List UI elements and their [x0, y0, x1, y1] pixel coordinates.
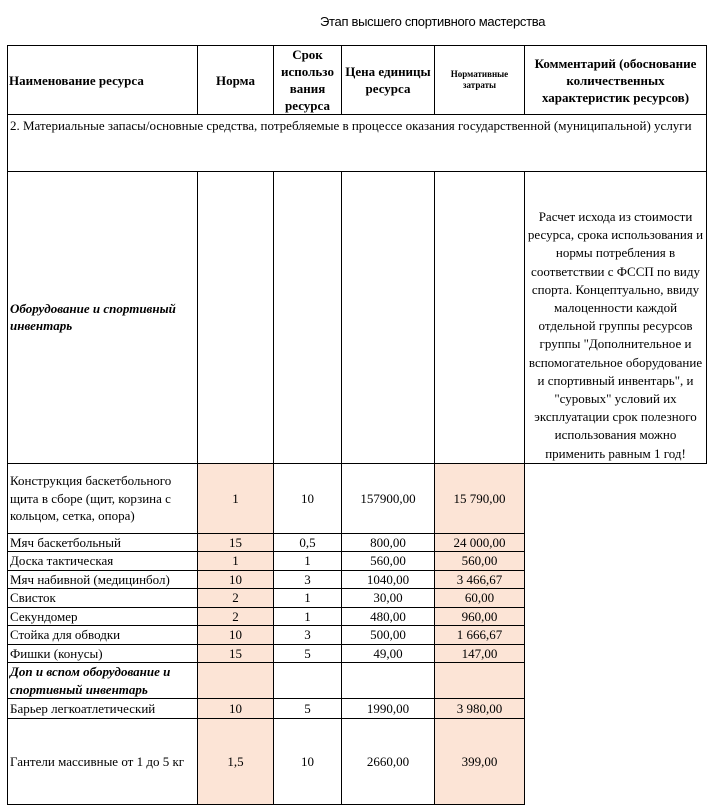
- table-row: [8, 719, 707, 805]
- cell-name: Стойка для обводки: [8, 626, 198, 645]
- cell-cost: 1 666,67: [435, 626, 525, 645]
- cell-srok: 1: [274, 552, 342, 571]
- cell-cost: 60,00: [435, 589, 525, 608]
- header-comment: Комментарий (обоснование количественных характеристик ресурсов): [525, 46, 707, 115]
- cell-name: Секундомер: [8, 607, 198, 626]
- cell-norma: 15: [198, 533, 274, 552]
- cell-cost: 960,00: [435, 607, 525, 626]
- cell-name: Гантели массивные от 1 до 5 кг: [8, 719, 198, 805]
- cell-srok: 10: [274, 463, 342, 533]
- header-price: Цена единицы ресурса: [342, 46, 435, 115]
- table-row: [8, 626, 707, 645]
- table-row: [8, 699, 707, 719]
- cell-name: Доска тактическая: [8, 552, 198, 571]
- cell-srok: 0,5: [274, 533, 342, 552]
- cell-price: 2660,00: [342, 719, 435, 805]
- cell-norma: 10: [198, 699, 274, 719]
- header-norma: Норма: [198, 46, 274, 115]
- cell-name: Барьер легкоатлетический: [8, 699, 198, 719]
- cell-norma: 10: [198, 626, 274, 645]
- cell-price: 560,00: [342, 552, 435, 571]
- stage-title: Этап высшего спортивного мастерства: [320, 14, 546, 29]
- cell-norma: 1,5: [198, 719, 274, 805]
- cell-cost: 560,00: [435, 552, 525, 571]
- cell-cost: 24 000,00: [435, 533, 525, 552]
- cell-price: 800,00: [342, 533, 435, 552]
- cell-srok: 3: [274, 626, 342, 645]
- table-row: [8, 589, 707, 608]
- cell-price: 480,00: [342, 607, 435, 626]
- table-row: [8, 607, 707, 626]
- cell-norma: 10: [198, 570, 274, 589]
- comment-cell: Расчет исхода из стоимости ресурса, срока использования и нормы потребления в соответствии с ФССП по виду спорта. Концептуально, ввиду малоценности каждой отдельной группы ресурсов группы "Дополнительное и вспомогательное оборудование и спортивный инвентарь", и "суровых" условий их эксплуатации срок полезного использования можно применить равным 1 год!: [525, 172, 707, 464]
- cell-name: Фишки (конусы): [8, 644, 198, 663]
- cell-srok: 10: [274, 719, 342, 805]
- cell-srok: 1: [274, 589, 342, 608]
- cell-price: 157900,00: [342, 463, 435, 533]
- group-row: [8, 172, 707, 464]
- cell-cost: 3 466,67: [435, 570, 525, 589]
- group-title: Оборудование и спортивный инвентарь: [8, 172, 198, 464]
- cell-price: 30,00: [342, 589, 435, 608]
- header-row: [8, 46, 707, 115]
- cell-name: Свисток: [8, 589, 198, 608]
- table-row: [8, 570, 707, 589]
- header-srok: Срок использо вания ресурса: [274, 46, 342, 115]
- resource-table: [7, 45, 707, 805]
- cell-cost: 399,00: [435, 719, 525, 805]
- section-title: 2. Материальные запасы/основные средства, потребляемые в процессе оказания государственной (муниципальной) услуги: [8, 115, 707, 172]
- cell-name: Мяч баскетбольный: [8, 533, 198, 552]
- table-row: [8, 533, 707, 552]
- table-row: [8, 463, 707, 533]
- cell-srok: 1: [274, 607, 342, 626]
- table-row: [8, 552, 707, 571]
- cell-norma: 1: [198, 552, 274, 571]
- cell-srok: 5: [274, 699, 342, 719]
- cell-srok: 3: [274, 570, 342, 589]
- cell-name: Мяч набивной (медицинбол): [8, 570, 198, 589]
- cell-srok: 5: [274, 644, 342, 663]
- cell-cost: 147,00: [435, 644, 525, 663]
- cell-price: 1990,00: [342, 699, 435, 719]
- header-cost: Нормативные затраты: [435, 46, 525, 115]
- group-row: [8, 663, 707, 699]
- cell-price: 500,00: [342, 626, 435, 645]
- cell-norma: 2: [198, 607, 274, 626]
- cell-norma: 1: [198, 463, 274, 533]
- header-name: Наименование ресурса: [8, 46, 198, 115]
- cell-norma: 15: [198, 644, 274, 663]
- cell-price: 1040,00: [342, 570, 435, 589]
- cell-price: 49,00: [342, 644, 435, 663]
- cell-cost: 15 790,00: [435, 463, 525, 533]
- cell-name: Конструкция баскетбольного щита в сборе (щит, корзина с кольцом, сетка, опора): [8, 463, 198, 533]
- cell-norma: 2: [198, 589, 274, 608]
- group-title: Доп и вспом оборудование и спортивный инвентарь: [8, 663, 198, 699]
- cell-cost: 3 980,00: [435, 699, 525, 719]
- table-row: [8, 644, 707, 663]
